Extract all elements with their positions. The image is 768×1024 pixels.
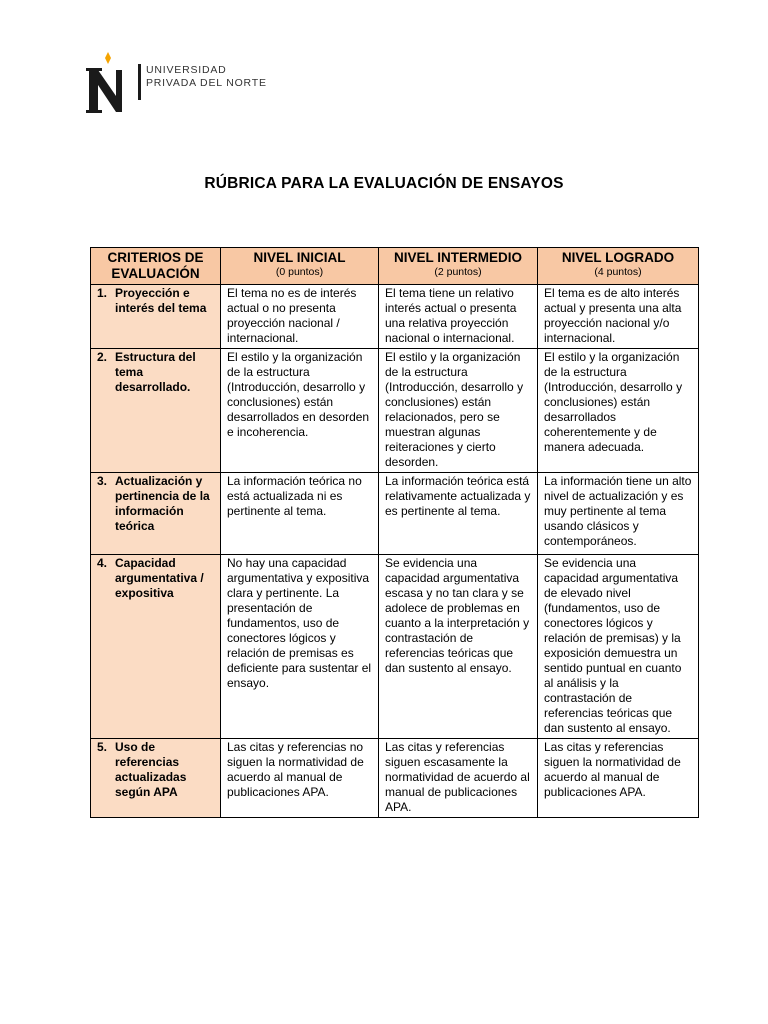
criterion-label: Capacidad argumentativa / expositiva	[115, 556, 204, 600]
level-inicial-cell: El estilo y la organización de la estructura (Introducción, desarrollo y conclusiones) están desarrollados en desorden e incoherencia.	[221, 349, 379, 473]
table-row	[91, 473, 699, 555]
upn-logo-icon	[86, 52, 132, 114]
header-criteria	[91, 248, 221, 285]
table-row	[91, 285, 699, 349]
university-logo	[86, 52, 266, 114]
level-intermedio-cell: La información teórica está relativamente actualizada y es pertinente al tema.	[379, 473, 538, 555]
table-row	[91, 739, 699, 818]
header-level-points: (0 puntos)	[275, 266, 324, 278]
level-intermedio-cell: Se evidencia una capacidad argumentativa escasa y no tan clara y se adolece de problemas en cuanto a la interpretación y contrastación de referencias teóricas que dan sustento al ensayo.	[379, 555, 538, 739]
document-title: RÚBRICA PARA LA EVALUACIÓN DE ENSAYOS	[204, 175, 564, 192]
criterion-label: Estructura del tema desarrollado.	[115, 350, 196, 394]
level-intermedio-cell: El estilo y la organización de la estructura (Introducción, desarrollo y conclusiones) están relacionados, pero se muestran algunas reiteraciones y cierto desorden.	[379, 349, 538, 473]
criterion-cell	[91, 285, 221, 349]
criterion-number: 2.	[97, 350, 108, 364]
level-inicial-cell: El tema no es de interés actual o no presenta proyección nacional / internacional.	[221, 285, 379, 349]
criterion-number: 4.	[97, 556, 108, 570]
header-level-points: (4 puntos)	[594, 266, 642, 278]
logo-text	[146, 64, 267, 90]
criterion-cell	[91, 349, 221, 473]
level-inicial-cell: La información teórica no está actualizada ni es pertinente al tema.	[221, 473, 379, 555]
criterion-label: Proyección e interés del tema	[115, 286, 207, 315]
header-level-points: (2 puntos)	[434, 266, 482, 278]
criterion-number: 1.	[97, 286, 108, 300]
level-logrado-cell: El estilo y la organización de la estructura (Introducción, desarrollo y conclusiones) están desarrollados coherentemente y de manera adecuada.	[538, 349, 699, 473]
header-level-inicial	[221, 248, 379, 285]
logo-line-1: UNIVERSIDAD	[146, 64, 227, 76]
level-logrado-cell: Las citas y referencias siguen la normatividad de acuerdo al manual de publicaciones APA.	[538, 739, 699, 818]
level-intermedio-cell: El tema tiene un relativo interés actual o presenta una relativa proyección nacional o internacional.	[379, 285, 538, 349]
criterion-cell	[91, 473, 221, 555]
header-criteria-label: CRITERIOS DE EVALUACIÓN	[107, 250, 204, 281]
header-level-name: NIVEL LOGRADO	[561, 250, 675, 265]
criterion-cell	[91, 739, 221, 818]
level-inicial-cell: No hay una capacidad argumentativa y expositiva clara y pertinente. La presentación de fundamentos, uso de conectores lógicos y relación de premisas es deficiente para sustentar el ensayo.	[221, 555, 379, 739]
level-inicial-cell: Las citas y referencias no siguen la normatividad de acuerdo al manual de publicaciones APA.	[221, 739, 379, 818]
criterion-label: Uso de referencias actualizadas según APA	[115, 740, 187, 799]
criterion-number: 5.	[97, 740, 108, 754]
header-level-name: NIVEL INTERMEDIO	[393, 250, 522, 265]
criterion-label: Actualización y pertinencia de la información teórica	[115, 474, 210, 533]
criterion-cell	[91, 555, 221, 739]
criterion-number: 3.	[97, 474, 108, 488]
header-row	[91, 248, 699, 285]
level-logrado-cell: Se evidencia una capacidad argumentativa de elevado nivel (fundamentos, uso de conectores lógicos y relación de premisas) y la exposición demuestra un sentido puntual en cuanto al análisis y la contrastación de referencias teóricas que dan sustento al ensayo.	[538, 555, 699, 739]
table-row	[91, 555, 699, 739]
level-logrado-cell: El tema es de alto interés actual y presenta una alta proyección nacional y/o internacional.	[538, 285, 699, 349]
level-logrado-cell: La información tiene un alto nivel de actualización y es muy pertinente al tema usando clásicos y contemporáneos.	[538, 473, 699, 555]
header-level-logrado	[538, 248, 699, 285]
header-level-intermedio	[379, 248, 538, 285]
logo-divider	[138, 64, 141, 100]
header-level-name: NIVEL INICIAL	[253, 250, 346, 265]
logo-line-2: PRIVADA DEL NORTE	[146, 77, 267, 89]
rubric-table	[90, 247, 699, 818]
level-intermedio-cell: Las citas y referencias siguen escasamente la normatividad de acuerdo al manual de publicaciones APA.	[379, 739, 538, 818]
table-row	[91, 349, 699, 473]
